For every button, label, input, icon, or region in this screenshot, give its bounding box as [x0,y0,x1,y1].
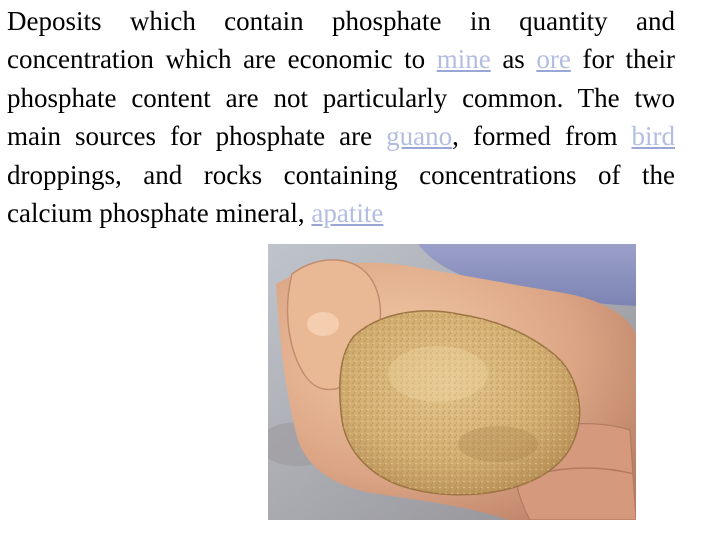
body-paragraph [7,2,675,232]
link-bird[interactable]: bird [631,121,676,152]
text-segment: Deposits which contain phosphate in quantity and concentration which are economic to [7,6,675,75]
text-segment: droppings, and rocks containing concentrations of the calcium phosphate mineral, [7,159,675,229]
link-guano[interactable]: guano [386,121,453,152]
text-segment: as [490,44,537,75]
text-segment: for their phosphate content are not particularly common. The two main sources for phosphate are [7,44,675,152]
link-mine[interactable]: mine [436,44,491,75]
text-segment: , formed from [452,121,632,152]
phosphate-rock-photo [268,244,636,520]
thumbnail [307,312,339,336]
link-apatite[interactable]: apatite [311,198,384,229]
link-ore[interactable]: ore [536,44,571,75]
